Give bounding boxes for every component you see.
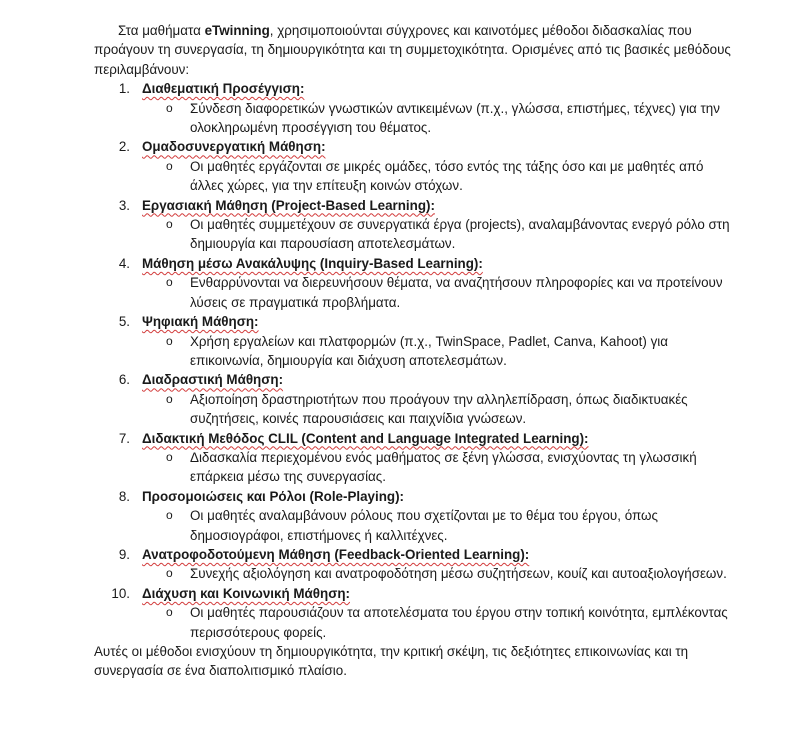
method-description: Χρήση εργαλείων και πλατφορμών (π.χ., TwinSpace, Padlet, Canva, Kahoot) για επικοινωνία, δημιουργία και διάχυση αποτελεσμάτων.: [190, 333, 668, 368]
method-title: Διαθεματική Προσέγγιση:: [142, 81, 305, 97]
bullet-icon: o: [166, 333, 173, 348]
list-number: 10.: [111, 585, 130, 601]
conclusion-paragraph: Αυτές οι μέθοδοι ενισχύουν τη δημιουργικότητα, την κριτική σκέψη, τις δεξιότητες επικοινωνίας και τη συνεργασία σε ένα διαπολιτισμικό πλαίσιο.: [94, 644, 689, 679]
intro-after: , χρησιμοποιούνται σύγχρονες και καινοτόμες μέθοδοι διδασκαλίας που προάγουν τη συνεργασία, τη δημιουργικότητα και τη συμμετοχικότητα. Ορισμένες από τις βασικές μεθόδους περιλαμβάνουν:: [94, 23, 731, 77]
method-description: Ενθαρρύνονται να διερευνήσουν θέματα, να αναζητήσουν πληροφορίες και να προτείνουν λύσεις σε πραγματικά προβλήματα.: [190, 275, 723, 310]
list-subitem: [94, 564, 734, 583]
method-description: Οι μαθητές εργάζονται σε μικρές ομάδες, τόσο εντός της τάξης όσο και με μαθητές από άλλες χώρες, για την επίτευξη κοινών στόχων.: [190, 158, 704, 194]
method-title: Διάχυση και Κοινωνική Μάθηση:: [142, 585, 350, 601]
method-description: Διδασκαλία περιεχομένου ενός μαθήματος σε ξένη γλώσσα, ενισχύοντας τη γλωσσική επάρκεια μέσω της συνεργασίας.: [190, 449, 697, 485]
list-item: [94, 254, 734, 273]
method-title: Διαδραστική Μάθηση:: [142, 372, 284, 388]
list-item: [94, 487, 734, 506]
list-number: 5.: [118, 314, 130, 330]
bullet-icon: o: [166, 449, 173, 464]
list-item: [94, 137, 734, 156]
method-title: Ομαδοσυνεργατική Μάθηση:: [142, 139, 326, 155]
etwinning-brand: eTwinning: [204, 23, 270, 38]
list-subitem: [94, 273, 734, 312]
method-description: Οι μαθητές αναλαμβάνουν ρόλους που σχετίζονται με το θέμα του έργου, όπως δημοσιογράφοι, επιστήμονες ή καλλιτέχνες.: [190, 508, 658, 543]
bullet-icon: o: [166, 605, 173, 620]
list-item: [94, 312, 734, 331]
bullet-icon: o: [166, 100, 173, 115]
method-title: Εργασιακή Μάθηση (Project-Based Learning):: [142, 197, 435, 213]
list-subitem: [94, 215, 734, 254]
intro-before: Στα μαθήματα: [118, 23, 205, 38]
bullet-icon: o: [166, 391, 173, 406]
list-subitem: [94, 332, 734, 371]
list-number: 2.: [118, 139, 130, 155]
method-description: Συνεχής αξιολόγηση και ανατροφοδότηση μέσω συζητήσεων, κουίζ και αυτοαξιολογήσεων.: [190, 566, 727, 582]
list-number: 4.: [118, 255, 130, 271]
list-item: [94, 584, 734, 603]
method-description: Οι μαθητές παρουσιάζουν τα αποτελέσματα του έργου στην τοπική κοινότητα, εμπλέκοντας περισσότερους φορείς.: [190, 605, 728, 640]
method-description: Σύνδεση διαφορετικών γνωστικών αντικειμένων (π.χ., γλώσσα, επιστήμες, τέχνες) για την ολοκληρωμένη προσέγγιση του θέματος.: [190, 100, 720, 136]
list-item: [94, 429, 734, 448]
bullet-icon: o: [166, 217, 173, 232]
list-number: 9.: [118, 546, 130, 562]
list-number: 6.: [118, 372, 130, 388]
bullet-icon: o: [166, 566, 173, 581]
document-body[interactable]: [94, 21, 734, 681]
list-item: [94, 370, 734, 389]
method-title: Ανατροφοδοτούμενη Μάθηση (Feedback-Oriented Learning):: [142, 546, 530, 562]
bullet-icon: o: [166, 158, 173, 173]
intro-paragraph: [94, 21, 734, 79]
list-number: 8.: [118, 488, 130, 504]
list-subitem: [94, 99, 734, 138]
method-title: Προσομοιώσεις και Ρόλοι (Role-Playing):: [142, 488, 404, 504]
list-item: [94, 79, 734, 98]
list-subitem: [94, 448, 734, 487]
bullet-icon: o: [166, 275, 173, 290]
list-subitem: [94, 157, 734, 196]
method-title: Διδακτική Μεθόδος CLIL (Content and Language Integrated Learning):: [142, 430, 589, 446]
list-item: [94, 196, 734, 215]
list-subitem: [94, 603, 734, 642]
method-description: Αξιοποίηση δραστηριοτήτων που προάγουν την αλληλεπίδραση, όπως διαδικτυακές συζητήσεις, κοινές παρουσιάσεις και παιχνίδια γνώσεων.: [190, 391, 688, 427]
list-number: 1.: [118, 81, 130, 97]
method-title: Ψηφιακή Μάθηση:: [142, 314, 259, 330]
list-item: [94, 545, 734, 564]
bullet-icon: o: [166, 508, 173, 523]
list-subitem: [94, 506, 734, 545]
list-subitem: [94, 390, 734, 429]
list-number: 3.: [118, 197, 130, 213]
method-description: Οι μαθητές συμμετέχουν σε συνεργατικά έργα (projects), αναλαμβάνοντας ενεργό ρόλο στη δημιουργία και παρουσίαση αποτελεσμάτων.: [190, 217, 730, 252]
method-title: Μάθηση μέσω Ανακάλυψης (Inquiry-Based Learning):: [142, 255, 483, 271]
list-number: 7.: [118, 430, 130, 446]
methods-list: [94, 79, 734, 642]
